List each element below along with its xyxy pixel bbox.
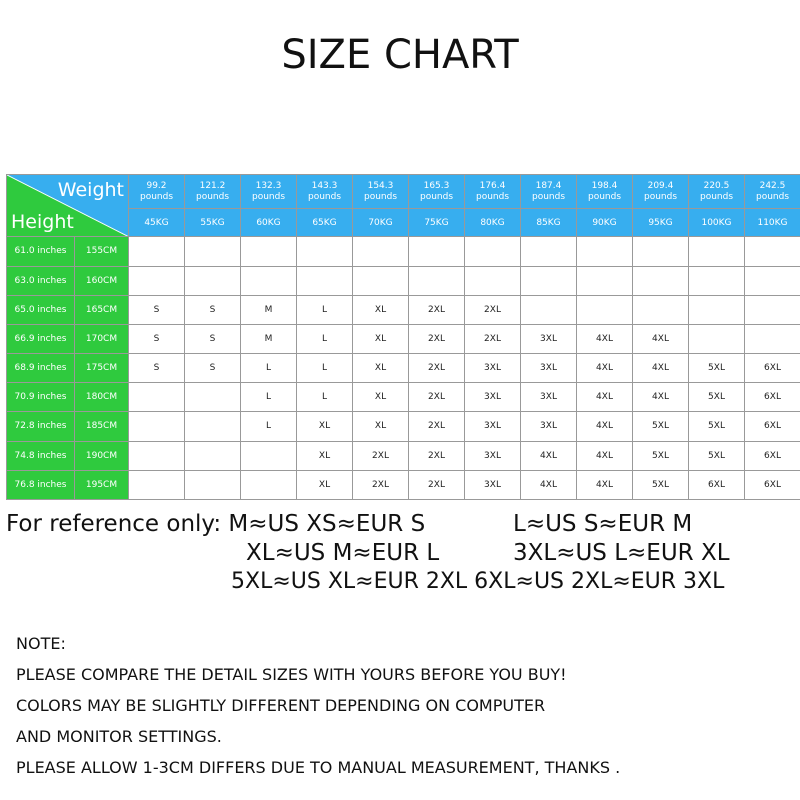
weight-pounds-unit: pounds (307, 191, 342, 202)
size-cell: S (129, 324, 185, 353)
weight-pounds-header (353, 175, 409, 209)
size-cell: M (241, 295, 297, 324)
size-cell (241, 266, 297, 295)
reference-line-3: 5XL≈US XL≈EUR 2XL 6XL≈US 2XL≈EUR 3XL (231, 569, 725, 594)
size-cell: 5XL (633, 412, 689, 441)
height-cm-cell: 195CM (75, 470, 129, 499)
weight-kg-header: 60KG (241, 209, 297, 237)
size-cell (129, 237, 185, 266)
size-cell (241, 470, 297, 499)
size-cell: L (241, 383, 297, 412)
weight-pounds-unit: pounds (363, 191, 398, 202)
size-cell (129, 383, 185, 412)
note-heading: NOTE: (16, 634, 66, 653)
note-line: AND MONITOR SETTINGS. (16, 727, 222, 746)
height-cm-cell: 165CM (75, 295, 129, 324)
weight-pounds-unit: pounds (139, 191, 174, 202)
weight-kg-header: 90KG (577, 209, 633, 237)
size-cell: 6XL (745, 470, 800, 499)
table-row (7, 441, 800, 470)
height-axis-label: Height (11, 211, 74, 234)
height-cm-cell: 160CM (75, 266, 129, 295)
size-cell: 4XL (633, 324, 689, 353)
height-cm-cell: 155CM (75, 237, 129, 266)
size-cell: 4XL (577, 354, 633, 383)
table-row (7, 470, 800, 499)
size-cell: 4XL (521, 470, 577, 499)
table-row (7, 354, 800, 383)
size-cell: S (185, 295, 241, 324)
size-cell: XL (297, 412, 353, 441)
size-cell (689, 324, 745, 353)
size-cell: 4XL (633, 354, 689, 383)
weight-pounds-header (129, 175, 185, 209)
weight-pounds-unit: pounds (475, 191, 510, 202)
size-cell: 3XL (521, 412, 577, 441)
size-cell: L (241, 412, 297, 441)
size-cell: 5XL (689, 412, 745, 441)
weight-kg-header: 95KG (633, 209, 689, 237)
size-cell (577, 237, 633, 266)
size-cell: 4XL (577, 383, 633, 412)
weight-pounds-value: 99.2 (146, 180, 167, 191)
weight-pounds-header (689, 175, 745, 209)
weight-kg-header: 110KG (745, 209, 800, 237)
size-cell (297, 237, 353, 266)
height-inches-cell: 70.9 inches (7, 383, 75, 412)
size-cell (241, 237, 297, 266)
table-corner-header (7, 175, 129, 237)
weight-pounds-header (633, 175, 689, 209)
weight-pounds-unit: pounds (419, 191, 454, 202)
weight-kg-header: 70KG (353, 209, 409, 237)
height-cm-cell: 185CM (75, 412, 129, 441)
size-cell (633, 266, 689, 295)
page-title: SIZE CHART (281, 32, 519, 78)
height-inches-cell: 66.9 inches (7, 324, 75, 353)
size-cell: 2XL (409, 295, 465, 324)
size-cell (185, 237, 241, 266)
table-row (7, 295, 800, 324)
size-cell: 2XL (409, 470, 465, 499)
size-cell: 3XL (521, 324, 577, 353)
size-cell (129, 266, 185, 295)
height-inches-cell: 74.8 inches (7, 441, 75, 470)
table-row (7, 324, 800, 353)
size-cell: 5XL (633, 470, 689, 499)
weight-kg-header: 75KG (409, 209, 465, 237)
weight-pounds-unit: pounds (531, 191, 566, 202)
size-cell (129, 412, 185, 441)
size-cell (689, 266, 745, 295)
weight-pounds-header (409, 175, 465, 209)
height-cm-cell: 180CM (75, 383, 129, 412)
size-cell (409, 266, 465, 295)
size-cell (185, 266, 241, 295)
size-cell: 2XL (353, 470, 409, 499)
weight-pounds-header (185, 175, 241, 209)
reference-line-2b: 3XL≈US L≈EUR XL (513, 540, 730, 566)
size-cell: 4XL (633, 383, 689, 412)
size-cell: L (297, 383, 353, 412)
weight-kg-header: 85KG (521, 209, 577, 237)
size-cell: 3XL (465, 412, 521, 441)
weight-pounds-value: 198.4 (591, 180, 618, 191)
weight-pounds-value: 187.4 (535, 180, 562, 191)
size-cell: 2XL (409, 412, 465, 441)
weight-pounds-unit: pounds (195, 191, 230, 202)
size-cell (353, 237, 409, 266)
weight-kg-header: 100KG (689, 209, 745, 237)
size-cell (689, 237, 745, 266)
size-cell: L (297, 324, 353, 353)
height-inches-cell: 65.0 inches (7, 295, 75, 324)
note-line: PLEASE COMPARE THE DETAIL SIZES WITH YOURS BEFORE YOU BUY! (16, 665, 567, 684)
size-cell (689, 295, 745, 324)
size-cell (745, 324, 800, 353)
height-inches-cell: 72.8 inches (7, 412, 75, 441)
size-cell: L (297, 295, 353, 324)
weight-pounds-header (577, 175, 633, 209)
size-cell: 2XL (409, 383, 465, 412)
size-cell (745, 295, 800, 324)
weight-pounds-unit: pounds (587, 191, 622, 202)
size-cell: 3XL (465, 441, 521, 470)
weight-pounds-value: 154.3 (367, 180, 394, 191)
size-cell (745, 237, 800, 266)
size-cell (465, 237, 521, 266)
weight-pounds-header (241, 175, 297, 209)
size-cell (745, 266, 800, 295)
size-cell: 6XL (689, 470, 745, 499)
height-cm-cell: 170CM (75, 324, 129, 353)
size-cell: 5XL (633, 441, 689, 470)
size-cell (353, 266, 409, 295)
size-cell: 4XL (577, 470, 633, 499)
size-cell (521, 237, 577, 266)
weight-pounds-value: 132.3 (255, 180, 282, 191)
size-cell (521, 295, 577, 324)
size-cell (409, 237, 465, 266)
note-line: PLEASE ALLOW 1-3CM DIFFERS DUE TO MANUAL MEASUREMENT, THANKS . (16, 758, 621, 777)
weight-pounds-value: 176.4 (479, 180, 506, 191)
weight-pounds-value: 143.3 (311, 180, 338, 191)
weight-pounds-unit: pounds (699, 191, 734, 202)
weight-kg-header: 65KG (297, 209, 353, 237)
size-cell: 5XL (689, 354, 745, 383)
weight-pounds-header (521, 175, 577, 209)
size-cell (185, 441, 241, 470)
weight-pounds-value: 165.3 (423, 180, 450, 191)
size-cell: S (185, 324, 241, 353)
size-cell (577, 266, 633, 295)
size-cell (185, 470, 241, 499)
reference-line-2a: XL≈US M≈EUR L (246, 540, 440, 566)
weight-axis-label: Weight (57, 179, 124, 201)
size-cell (185, 412, 241, 441)
size-cell: L (297, 354, 353, 383)
weight-pounds-value: 220.5 (703, 180, 730, 191)
size-cell: XL (353, 324, 409, 353)
size-cell: XL (297, 441, 353, 470)
table-row (7, 383, 800, 412)
size-chart-table (6, 174, 800, 500)
height-cm-cell: 175CM (75, 354, 129, 383)
size-cell: XL (353, 295, 409, 324)
size-cell: 2XL (465, 324, 521, 353)
size-cell: 3XL (465, 354, 521, 383)
size-cell: 2XL (409, 441, 465, 470)
size-cell: 3XL (465, 383, 521, 412)
reference-line-1a: For reference only: M≈US XS≈EUR S (6, 511, 426, 537)
size-cell: L (241, 354, 297, 383)
size-cell: 5XL (689, 441, 745, 470)
weight-pounds-header (745, 175, 800, 209)
size-cell: 6XL (745, 441, 800, 470)
height-inches-cell: 61.0 inches (7, 237, 75, 266)
weight-pounds-unit: pounds (251, 191, 286, 202)
table-row (7, 412, 800, 441)
reference-line-1b: L≈US S≈EUR M (513, 511, 693, 537)
size-cell: M (241, 324, 297, 353)
weight-pounds-value: 121.2 (199, 180, 226, 191)
size-cell: 3XL (465, 470, 521, 499)
size-cell (185, 383, 241, 412)
size-cell: 5XL (689, 383, 745, 412)
size-cell: 4XL (577, 412, 633, 441)
size-cell (577, 295, 633, 324)
size-cell: XL (297, 470, 353, 499)
weight-kg-header: 55KG (185, 209, 241, 237)
table-row (7, 266, 800, 295)
height-inches-cell: 68.9 inches (7, 354, 75, 383)
weight-pounds-value: 242.5 (759, 180, 786, 191)
size-cell: 2XL (465, 295, 521, 324)
size-cell (465, 266, 521, 295)
size-cell: 6XL (745, 383, 800, 412)
weight-pounds-unit: pounds (643, 191, 678, 202)
size-cell: 6XL (745, 412, 800, 441)
size-cell (633, 295, 689, 324)
size-cell: 2XL (353, 441, 409, 470)
weight-kg-header: 45KG (129, 209, 185, 237)
size-cell: 4XL (577, 324, 633, 353)
weight-pounds-value: 209.4 (647, 180, 674, 191)
size-cell: 4XL (521, 441, 577, 470)
size-cell: S (185, 354, 241, 383)
size-cell: XL (353, 383, 409, 412)
size-cell (297, 266, 353, 295)
size-cell (241, 441, 297, 470)
size-cell: 3XL (521, 383, 577, 412)
table-row (7, 237, 800, 266)
size-cell (129, 470, 185, 499)
size-cell: 6XL (745, 354, 800, 383)
weight-pounds-header (465, 175, 521, 209)
weight-pounds-header (297, 175, 353, 209)
size-cell: S (129, 295, 185, 324)
size-cell: XL (353, 412, 409, 441)
weight-pounds-unit: pounds (755, 191, 790, 202)
size-cell: 2XL (409, 324, 465, 353)
note-line: COLORS MAY BE SLIGHTLY DIFFERENT DEPENDING ON COMPUTER (16, 696, 546, 715)
size-cell (633, 237, 689, 266)
height-inches-cell: 63.0 inches (7, 266, 75, 295)
size-cell: 4XL (577, 441, 633, 470)
height-inches-cell: 76.8 inches (7, 470, 75, 499)
height-cm-cell: 190CM (75, 441, 129, 470)
size-cell (129, 441, 185, 470)
size-cell: S (129, 354, 185, 383)
size-cell (521, 266, 577, 295)
size-cell: 3XL (521, 354, 577, 383)
size-cell: 2XL (409, 354, 465, 383)
size-cell: XL (353, 354, 409, 383)
weight-kg-header: 80KG (465, 209, 521, 237)
